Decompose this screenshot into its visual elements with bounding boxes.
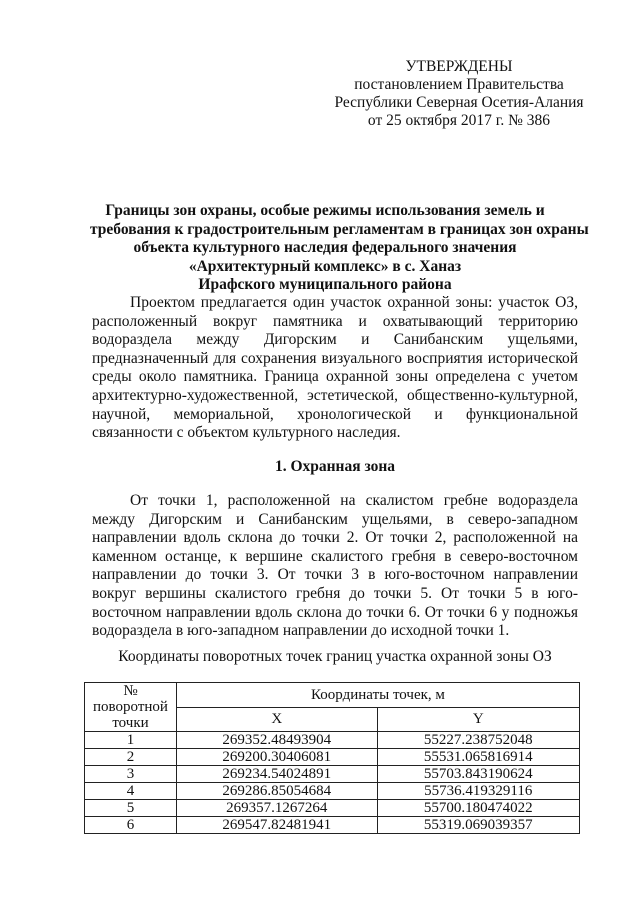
approval-authority: постановлением Правительства [354,76,564,93]
title-line-2: требования к градостроительным регламентам в границах зон охраны [90,220,589,238]
table-caption: Координаты поворотных точек границ участка охранной зоны ОЗ [118,648,552,665]
intro-paragraph: Проектом предлагается один участок охранной зоны: участок ОЗ, расположенный вокруг памятника и охватывающий территорию водораздела между Дигорским и Санибанским ущельями, предназначенный для сохранения визуального восприятия исторической среды около памятника. Граница охранной зоны определена с учетом архитектурно-художественной, эстетической, общественно-культурной, научной, мемориальной, хронологической и функциональной связанности с объектом культурного наследия. [92,294,578,442]
table-row [85,749,580,766]
cell-point-number: 1 [85,732,177,749]
header-y: Y [377,707,579,732]
header-x: X [176,707,377,732]
coordinates-table [84,682,580,834]
approval-date: от 25 октября 2017 г. № 386 [367,112,551,129]
table-row [85,800,580,817]
cell-y: 55703.843190624 [377,766,579,783]
approval-stamp [330,58,588,130]
table-row [85,817,580,834]
cell-point-number: 2 [85,749,177,766]
approval-heading: УТВЕРЖДЕНЫ [405,58,513,75]
cell-y: 55700.180474022 [377,800,579,817]
table-row [85,732,580,749]
cell-x: 269286.85054684 [176,783,377,800]
title-line-1: Границы зон охраны, особые режимы использования земель и [105,202,545,219]
table-row [85,783,580,800]
cell-x: 269547.82481941 [176,817,377,834]
header-point-number: № поворотной точки [85,683,177,732]
cell-y: 55531.065816914 [377,749,579,766]
table-row [85,766,580,783]
title-line-5: Ирафского муниципального района [198,276,452,293]
cell-point-number: 4 [85,783,177,800]
document-title [90,202,589,295]
cell-y: 55227.238752048 [377,732,579,749]
cell-point-number: 5 [85,800,177,817]
cell-x: 269357.1267264 [176,800,377,817]
title-line-4: «Архитектурный комплекс» в с. Ханаз [188,257,462,275]
cell-x: 269234.54024891 [176,766,377,783]
cell-y: 55319.069039357 [377,817,579,834]
header-coordinates: Координаты точек, м [176,683,579,708]
boundary-description: От точки 1, расположенной на скалистом гребне водораздела между Дигорским и Санибанским ущельями, в северо-западном направлении вдоль склона до точки 2. От точки 2, расположенной на каменном останце, к вершине скалистого гребня в северо-восточном направлении до точки 3. От точки 3 в юго-восточном направлении вокруг вершины скалистого гребня до точки 5. От точки 5 в юго-восточном направлении вдоль склона до точки 6. От точки 6 у подножья водораздела в юго-западном направлении до исходной точки 1. [92,492,578,640]
title-line-3: объекта культурного наследия федерального значения [133,239,517,256]
cell-point-number: 3 [85,766,177,783]
cell-y: 55736.419329116 [377,783,579,800]
table-header-row [85,683,580,708]
approval-republic: Республики Северная Осетия-Алания [334,94,584,111]
cell-point-number: 6 [85,817,177,834]
section-heading: 1. Охранная зона [274,458,396,475]
cell-x: 269200.30406081 [176,749,377,766]
cell-x: 269352.48493904 [176,732,377,749]
